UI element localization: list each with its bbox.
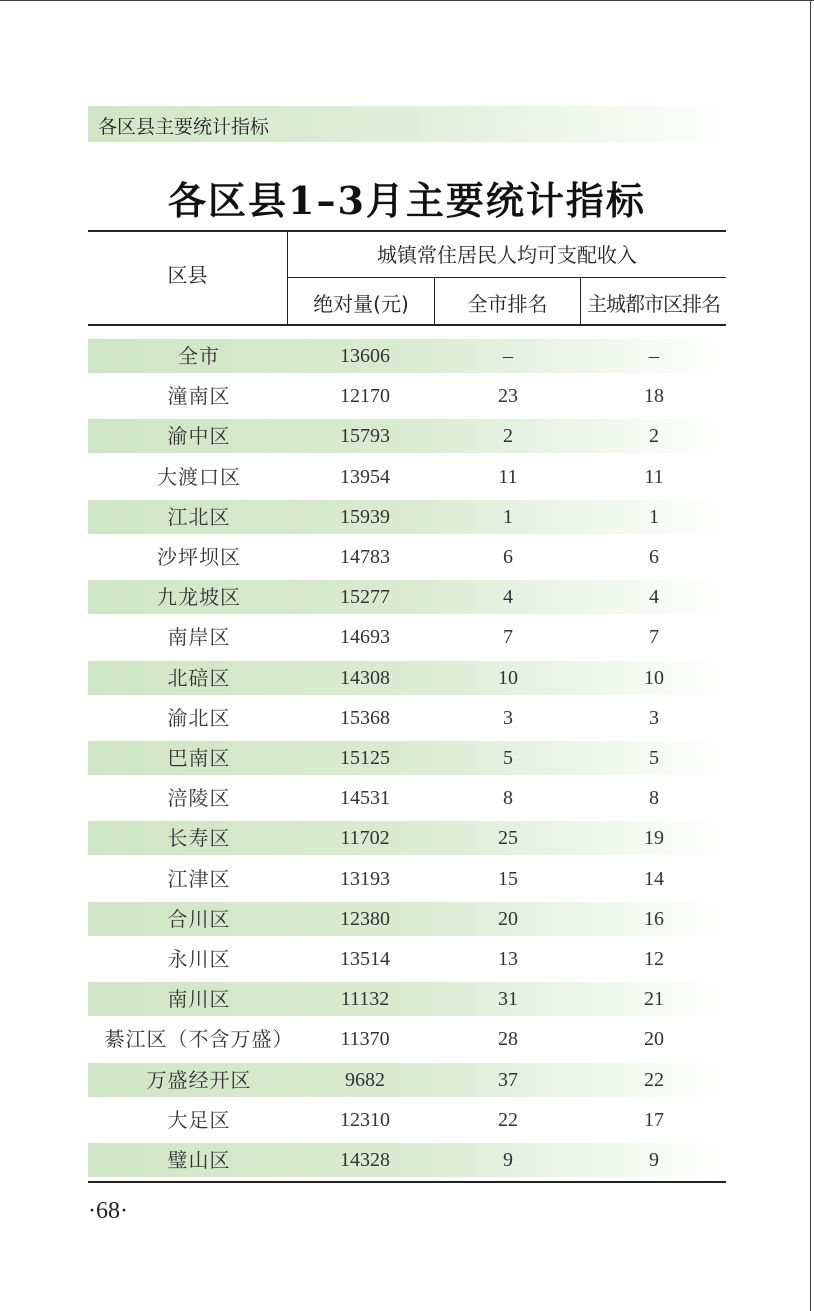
city-rank-cell: 31 xyxy=(498,988,518,1010)
district-cell: 大渡口区 xyxy=(157,465,241,489)
income-value-cell: 11370 xyxy=(340,1028,390,1050)
main-rank-cell: 9 xyxy=(649,1149,659,1171)
city-rank-cell: 5 xyxy=(503,747,513,769)
city-rank-cell: 9 xyxy=(503,1149,513,1171)
main-rank-cell: 17 xyxy=(644,1109,664,1131)
section-banner xyxy=(88,106,728,142)
main-rank-cell: 1 xyxy=(649,506,659,528)
district-cell: 沙坪坝区 xyxy=(157,545,241,569)
table-bottom-rule xyxy=(88,1181,726,1183)
main-rank-cell: 8 xyxy=(649,787,659,809)
main-rank-cell: 16 xyxy=(644,908,664,930)
city-rank-cell: 28 xyxy=(498,1028,518,1050)
district-cell: 南岸区 xyxy=(167,625,231,649)
income-value-cell: 13954 xyxy=(340,466,390,488)
city-rank-cell: – xyxy=(503,345,513,367)
main-rank-cell: – xyxy=(649,345,659,367)
district-cell: 涪陵区 xyxy=(167,786,231,810)
header-income-group: 城镇常住居民人均可支配收入 xyxy=(377,243,637,267)
district-cell: 江津区 xyxy=(167,867,231,891)
city-rank-cell: 22 xyxy=(498,1109,518,1131)
city-rank-cell: 20 xyxy=(498,908,518,930)
header-district: 区县 xyxy=(167,263,208,287)
city-rank-cell: 1 xyxy=(503,506,513,528)
main-rank-cell: 14 xyxy=(644,868,664,890)
header-bottom-rule xyxy=(88,324,726,326)
main-rank-cell: 18 xyxy=(644,385,664,407)
district-cell: 璧山区 xyxy=(167,1148,231,1172)
city-rank-cell: 11 xyxy=(498,466,518,488)
page-title: 各区县1–3月主要统计指标 xyxy=(168,178,646,223)
district-cell: 江北区 xyxy=(167,505,231,529)
income-value-cell: 13514 xyxy=(340,948,390,970)
header-absolute: 绝对量(元) xyxy=(313,292,409,316)
header-main-rank: 主城都市区排名 xyxy=(587,292,720,316)
income-value-cell: 15368 xyxy=(340,707,390,729)
page-border-top xyxy=(0,0,814,1)
district-cell: 渝中区 xyxy=(167,424,231,448)
income-value-cell: 15793 xyxy=(340,425,390,447)
district-cell: 九龙坡区 xyxy=(157,585,241,609)
income-value-cell: 12380 xyxy=(340,908,390,930)
page-border-right xyxy=(810,0,811,1311)
city-rank-cell: 25 xyxy=(498,827,518,849)
main-rank-cell: 10 xyxy=(644,667,664,689)
main-rank-cell: 5 xyxy=(649,747,659,769)
district-cell: 永川区 xyxy=(167,947,231,971)
district-cell: 巴南区 xyxy=(167,746,231,770)
city-rank-cell: 3 xyxy=(503,707,513,729)
district-cell: 万盛经开区 xyxy=(146,1068,252,1092)
city-rank-cell: 6 xyxy=(503,546,513,568)
district-cell: 大足区 xyxy=(167,1108,231,1132)
main-rank-cell: 6 xyxy=(649,546,659,568)
income-value-cell: 11132 xyxy=(340,988,390,1010)
main-rank-cell: 4 xyxy=(649,586,659,608)
income-value-cell: 13606 xyxy=(340,345,390,367)
city-rank-cell: 15 xyxy=(498,868,518,890)
main-rank-cell: 3 xyxy=(649,707,659,729)
district-cell: 綦江区（不含万盛） xyxy=(104,1027,294,1051)
district-cell: 潼南区 xyxy=(167,384,231,408)
page-number: ·68· xyxy=(88,1198,128,1224)
city-rank-cell: 2 xyxy=(503,425,513,447)
income-value-cell: 14328 xyxy=(340,1149,390,1171)
income-value-cell: 14531 xyxy=(340,787,390,809)
city-rank-cell: 10 xyxy=(498,667,518,689)
main-rank-cell: 22 xyxy=(644,1069,664,1091)
income-value-cell: 9682 xyxy=(345,1069,385,1091)
income-value-cell: 11702 xyxy=(340,827,390,849)
main-rank-cell: 7 xyxy=(649,626,659,648)
table-top-rule xyxy=(88,230,726,232)
district-cell: 长寿区 xyxy=(167,826,231,850)
main-rank-cell: 19 xyxy=(644,827,664,849)
income-value-cell: 14693 xyxy=(340,626,390,648)
header-city-rank: 全市排名 xyxy=(467,292,548,316)
main-rank-cell: 2 xyxy=(649,425,659,447)
income-value-cell: 13193 xyxy=(340,868,390,890)
income-value-cell: 14308 xyxy=(340,667,390,689)
income-value-cell: 14783 xyxy=(340,546,390,568)
city-rank-cell: 7 xyxy=(503,626,513,648)
district-cell: 南川区 xyxy=(167,987,231,1011)
district-cell: 北碚区 xyxy=(167,666,231,690)
income-value-cell: 12310 xyxy=(340,1109,390,1131)
header-mid-rule xyxy=(288,277,726,278)
income-value-cell: 15277 xyxy=(340,586,390,608)
income-value-cell: 15125 xyxy=(340,747,390,769)
main-rank-cell: 11 xyxy=(644,466,664,488)
city-rank-cell: 13 xyxy=(498,948,518,970)
section-banner-text: 各区县主要统计指标 xyxy=(98,116,270,138)
city-rank-cell: 37 xyxy=(498,1069,518,1091)
city-rank-cell: 23 xyxy=(498,385,518,407)
main-rank-cell: 20 xyxy=(644,1028,664,1050)
main-rank-cell: 12 xyxy=(644,948,664,970)
income-value-cell: 12170 xyxy=(340,385,390,407)
income-value-cell: 15939 xyxy=(340,506,390,528)
district-cell: 全市 xyxy=(178,344,220,368)
main-rank-cell: 21 xyxy=(644,988,664,1010)
city-rank-cell: 8 xyxy=(503,787,513,809)
district-cell: 合川区 xyxy=(167,907,231,931)
district-cell: 渝北区 xyxy=(167,706,231,730)
city-rank-cell: 4 xyxy=(503,586,513,608)
